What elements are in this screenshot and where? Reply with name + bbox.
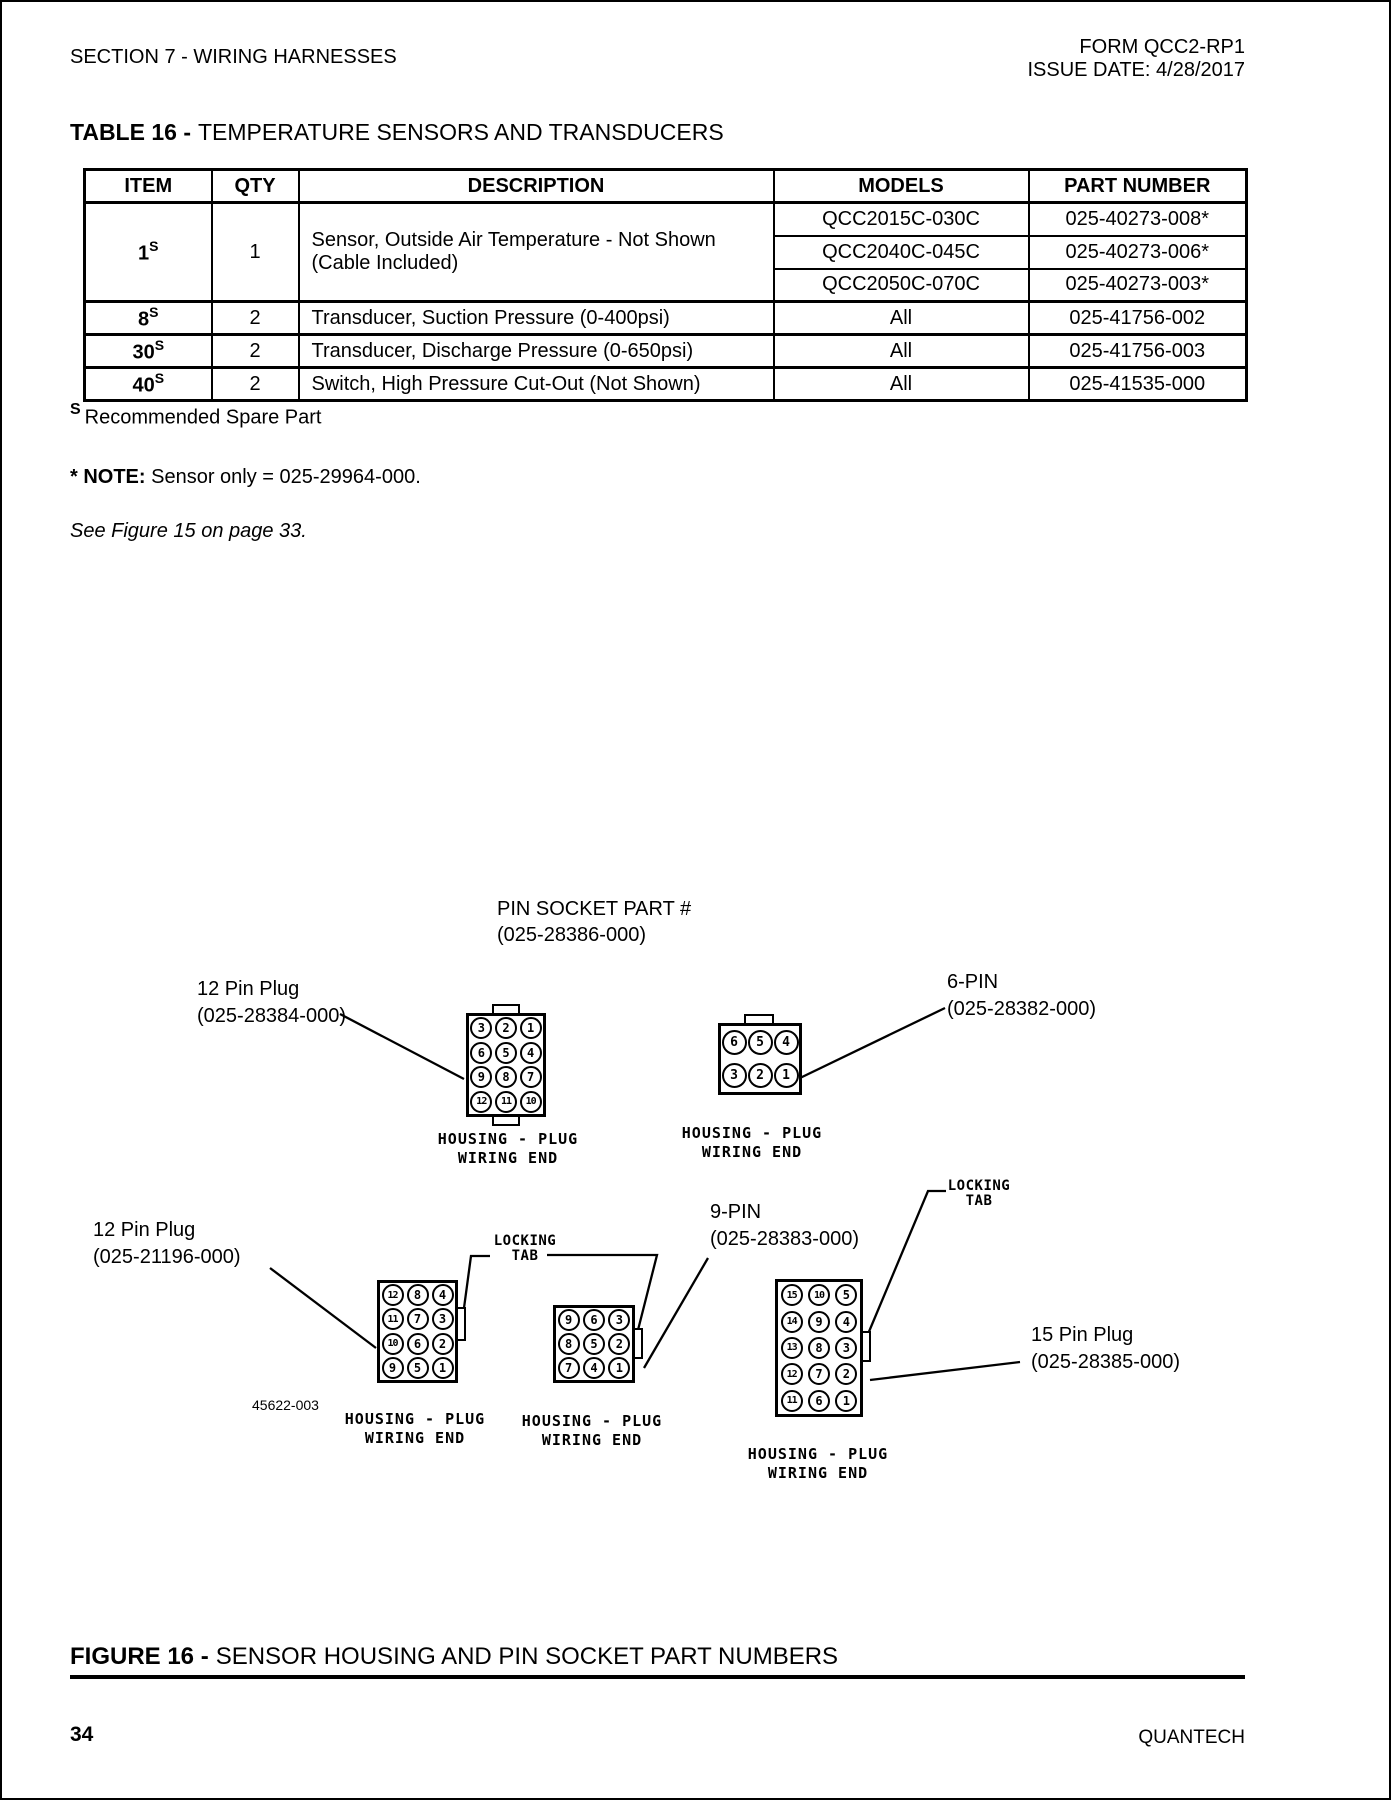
- cell-qty: 1: [212, 203, 299, 302]
- table-title-text: TEMPERATURE SENSORS AND TRANSDUCERS: [197, 119, 724, 145]
- pin-1: 1: [432, 1357, 454, 1379]
- pin-10: 10: [808, 1284, 830, 1306]
- pin-10: 10: [520, 1091, 542, 1113]
- cell-model: All: [774, 302, 1029, 335]
- housing-caption-6pin: HOUSING - PLUG WIRING END: [681, 1124, 823, 1161]
- drawing-number: 45622-003: [252, 1397, 319, 1413]
- section-header: SECTION 7 - WIRING HARNESSES: [70, 46, 397, 68]
- cell-item: $30^S$: [85, 335, 212, 368]
- pin-1: 1: [520, 1017, 542, 1039]
- pin-5: 5: [407, 1357, 429, 1379]
- pin-15: 15: [781, 1284, 803, 1306]
- cell-part: 025-41535-000: [1029, 368, 1247, 401]
- pin-6: 6: [407, 1333, 429, 1355]
- cell-part: 025-41756-003: [1029, 335, 1247, 368]
- pin-1: 1: [774, 1063, 799, 1088]
- pin-4: 4: [774, 1030, 799, 1055]
- pin-9: 9: [382, 1357, 404, 1379]
- pin-8: 8: [808, 1337, 830, 1359]
- label-15pin-plug: 15 Pin Plug (025-28385-000): [1031, 1324, 1180, 1373]
- pin-5: 5: [835, 1284, 857, 1306]
- cell-description: Switch, High Pressure Cut-Out (Not Shown): [299, 368, 774, 401]
- cell-model: All: [774, 335, 1029, 368]
- locking-tab-label-middle: LOCKING TAB: [493, 1233, 557, 1264]
- pin-3: 3: [470, 1017, 492, 1039]
- pin-1: 1: [835, 1390, 857, 1412]
- form-header: [1027, 36, 1245, 82]
- pin-7: 7: [520, 1066, 542, 1088]
- connector-12pin-bottom: [377, 1280, 458, 1383]
- form-number: FORM QCC2-RP1: [1079, 36, 1245, 58]
- pin-5: 5: [583, 1333, 605, 1355]
- footer-rule: [70, 1675, 1245, 1679]
- pin-8: 8: [495, 1066, 517, 1088]
- pin-6: 6: [808, 1390, 830, 1412]
- label-9pin-plug: 9-PIN (025-28383-000): [710, 1201, 859, 1250]
- leader-plug12-bottom: [270, 1268, 376, 1348]
- pin-4: 4: [520, 1042, 542, 1064]
- brand-name: QUANTECH: [1138, 1727, 1245, 1748]
- pin-2: 2: [835, 1363, 857, 1385]
- cell-part: 025-40273-003*: [1029, 269, 1247, 302]
- leader-locking-tab-right: [868, 1191, 946, 1334]
- pin-4: 4: [432, 1284, 454, 1306]
- pin-10: 10: [382, 1333, 404, 1355]
- cell-qty: 2: [212, 302, 299, 335]
- issue-date: ISSUE DATE: 4/28/2017: [1027, 59, 1245, 81]
- pin-2: 2: [748, 1063, 773, 1088]
- connector-6pin: [718, 1023, 802, 1095]
- cell-item: $40^S$: [85, 368, 212, 401]
- pin-socket-label: PIN SOCKET PART # (025-28386-000): [497, 898, 692, 946]
- pin-7: 7: [808, 1363, 830, 1385]
- label-12pin-plug-bottom: 12 Pin Plug (025-21196-000): [93, 1219, 241, 1268]
- pin-6: 6: [722, 1030, 747, 1055]
- sensor-note: * NOTE: Sensor only = 025-29964-000.: [70, 466, 421, 488]
- cell-model: QCC2040C-045C: [774, 236, 1029, 269]
- cell-model: QCC2050C-070C: [774, 269, 1029, 302]
- pin-4: 4: [835, 1311, 857, 1333]
- connector-15pin: [775, 1279, 863, 1417]
- cell-description: Sensor, Outside Air Temperature - Not Shown (Cable Included): [299, 203, 774, 302]
- table-row: [85, 302, 1247, 335]
- pin-1: 1: [608, 1357, 630, 1379]
- pin-3: 3: [608, 1309, 630, 1331]
- col-description: DESCRIPTION: [299, 170, 774, 203]
- cell-description: Transducer, Suction Pressure (0-400psi): [299, 302, 774, 335]
- parts-table: [83, 168, 1248, 402]
- pin-13: 13: [781, 1337, 803, 1359]
- table-header-row: [85, 170, 1247, 203]
- cell-qty: 2: [212, 335, 299, 368]
- table-row: [85, 368, 1247, 401]
- cell-qty: 2: [212, 368, 299, 401]
- housing-caption-12pin-bottom: HOUSING - PLUG WIRING END: [344, 1410, 486, 1447]
- pin-3: 3: [432, 1308, 454, 1330]
- connector-9pin: [553, 1305, 635, 1383]
- page-number: 34: [70, 1723, 94, 1746]
- pin-9: 9: [808, 1311, 830, 1333]
- pin-11: 11: [781, 1390, 803, 1412]
- pin-2: 2: [608, 1333, 630, 1355]
- housing-caption-12pin-top: HOUSING - PLUG WIRING END: [437, 1130, 579, 1167]
- pin-6: 6: [470, 1042, 492, 1064]
- col-models: MODELS: [774, 170, 1029, 203]
- pin-2: 2: [432, 1333, 454, 1355]
- housing-caption-9pin: HOUSING - PLUG WIRING END: [521, 1412, 663, 1449]
- cell-item: $1^S$: [85, 203, 212, 302]
- figure-caption: [70, 1643, 838, 1671]
- table-title: [70, 119, 724, 146]
- leader-plug6: [800, 1008, 945, 1078]
- leader-plug15: [870, 1362, 1020, 1380]
- cell-part: 025-41756-002: [1029, 302, 1247, 335]
- pin-5: 5: [748, 1030, 773, 1055]
- pin-3: 3: [835, 1337, 857, 1359]
- pin-8: 8: [407, 1284, 429, 1306]
- figure-caption-number: FIGURE 16 -: [70, 1643, 209, 1670]
- connector-12pin-top: [466, 1013, 546, 1117]
- cell-model: All: [774, 368, 1029, 401]
- spare-part-note: $^S$ Recommended Spare Part: [70, 401, 322, 429]
- pin-9: 9: [558, 1309, 580, 1331]
- pin-7: 7: [558, 1357, 580, 1379]
- pin-5: 5: [495, 1042, 517, 1064]
- pin-12: 12: [382, 1284, 404, 1306]
- cell-part: 025-40273-006*: [1029, 236, 1247, 269]
- pin-14: 14: [781, 1311, 803, 1333]
- leader-locking-tab-mid-left: [464, 1256, 490, 1308]
- cell-item: $8^S$: [85, 302, 212, 335]
- locking-tab-label-right: LOCKING TAB: [947, 1178, 1011, 1209]
- see-figure-reference: See Figure 15 on page 33.: [70, 520, 307, 542]
- leader-plug12-top: [340, 1014, 464, 1079]
- pin-9: 9: [470, 1066, 492, 1088]
- table-title-number: TABLE 16 -: [70, 119, 191, 145]
- cell-model: QCC2015C-030C: [774, 203, 1029, 236]
- pin-12: 12: [470, 1091, 492, 1113]
- label-6pin-plug: 6-PIN (025-28382-000): [947, 971, 1096, 1020]
- pin-6: 6: [583, 1309, 605, 1331]
- pin-4: 4: [583, 1357, 605, 1379]
- col-part-number: PART NUMBER: [1029, 170, 1247, 203]
- housing-caption-15pin: HOUSING - PLUG WIRING END: [747, 1445, 889, 1482]
- cell-description: Transducer, Discharge Pressure (0-650psi): [299, 335, 774, 368]
- pin-11: 11: [382, 1308, 404, 1330]
- col-qty: QTY: [212, 170, 299, 203]
- cell-part: 025-40273-008*: [1029, 203, 1247, 236]
- leader-plug9: [644, 1258, 708, 1368]
- label-12pin-plug-top: 12 Pin Plug (025-28384-000): [197, 978, 346, 1027]
- pin-11: 11: [495, 1091, 517, 1113]
- col-item: ITEM: [85, 170, 212, 203]
- pin-7: 7: [407, 1308, 429, 1330]
- table-row: [85, 335, 1247, 368]
- figure-caption-text: SENSOR HOUSING AND PIN SOCKET PART NUMBERS: [215, 1643, 839, 1670]
- pin-12: 12: [781, 1363, 803, 1385]
- pin-2: 2: [495, 1017, 517, 1039]
- pin-3: 3: [722, 1063, 747, 1088]
- table-row: [85, 203, 1247, 236]
- pin-8: 8: [558, 1333, 580, 1355]
